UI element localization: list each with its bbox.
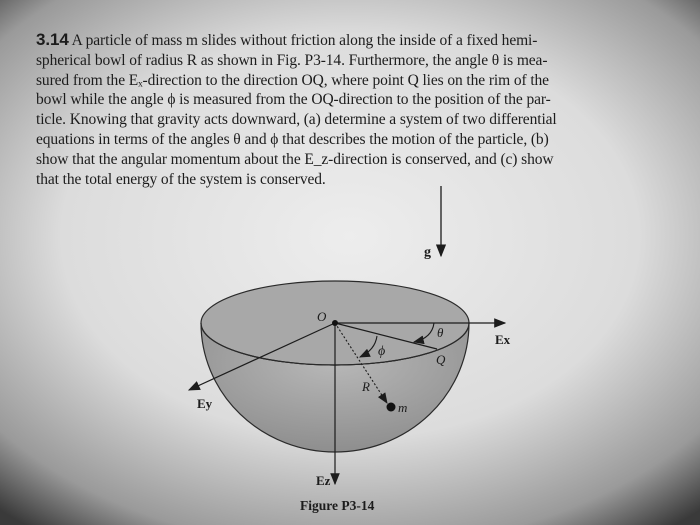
problem-line-6: equations in terms of the angles θ and ϕ that describes the motion of the particle, (b) bbox=[36, 130, 549, 148]
radius-label: R bbox=[362, 379, 370, 394]
problem-line-5: ticle. Knowing that gravity acts downward, (a) determine a system of two differential bbox=[36, 111, 557, 129]
origin-label: O bbox=[317, 309, 327, 324]
problem-line-4: bowl while the angle ϕ is measured from the OQ-direction to the position of the par- bbox=[36, 91, 551, 109]
mass-label: m bbox=[398, 400, 408, 415]
ez-label: Ez bbox=[316, 473, 331, 488]
ey-label: Ey bbox=[197, 396, 213, 411]
problem-line-8: that the total energy of the system is conserved. bbox=[36, 170, 326, 188]
figure-caption: Figure P3-14 bbox=[300, 498, 375, 513]
problem-line-2: spherical bowl of radius R as shown in Fig. P3-14. Furthermore, the angle θ is mea- bbox=[36, 51, 548, 69]
theta-label: θ bbox=[437, 325, 444, 340]
particle-mass bbox=[387, 403, 396, 412]
problem-line-7: show that the angular momentum about the E_z-direction is conserved, and (c) show bbox=[36, 150, 554, 168]
problem-number: 3.14 bbox=[36, 30, 69, 49]
problem-line-3: sured from the Eₓ-direction to the direction OQ, where point Q lies on the rim of the bbox=[36, 71, 549, 89]
ex-label: Ex bbox=[495, 332, 511, 347]
phi-label: ϕ bbox=[378, 344, 386, 359]
q-label: Q bbox=[436, 352, 446, 367]
gravity-label: g bbox=[424, 245, 431, 260]
origin-point bbox=[332, 320, 338, 326]
problem-line-1: 3.14 A particle of mass m slides without friction along the inside of a fixed hemi- bbox=[36, 30, 538, 49]
